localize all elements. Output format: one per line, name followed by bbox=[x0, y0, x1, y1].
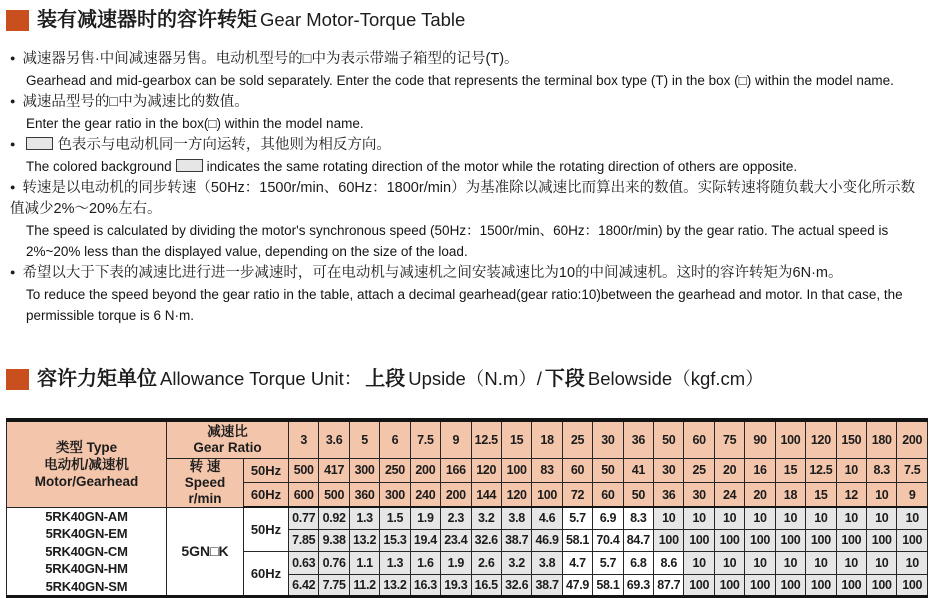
speed-50hz-value: 7.5 bbox=[897, 458, 928, 483]
torque-60hz-kgfcm: 100 bbox=[806, 575, 836, 597]
unit-title-zh: 容许力矩单位 bbox=[37, 368, 157, 390]
motor-model: 5RK40GN-CM bbox=[45, 543, 128, 559]
note-en bbox=[10, 220, 928, 262]
gear-ratio-value: 100 bbox=[775, 420, 805, 458]
gear-ratio-value: 6 bbox=[380, 420, 410, 458]
speed-60hz-value: 72 bbox=[562, 483, 592, 508]
speed-50hz-value: 250 bbox=[380, 458, 410, 483]
note-item bbox=[10, 48, 928, 91]
unit-belowside-zh: 下段 bbox=[544, 368, 585, 390]
gear-ratio-value: 15 bbox=[501, 420, 531, 458]
gear-ratio-value: 7.5 bbox=[410, 420, 440, 458]
note-zh bbox=[10, 177, 928, 220]
note-item bbox=[10, 177, 928, 262]
speed-60hz-value: 20 bbox=[745, 483, 775, 508]
body-60hz-label: 60Hz bbox=[244, 551, 289, 597]
notes-list bbox=[6, 48, 928, 326]
torque-50hz-kgfcm: 100 bbox=[714, 529, 744, 551]
torque-60hz-nm: 1.6 bbox=[410, 551, 440, 575]
speed-50hz-value: 41 bbox=[623, 458, 653, 483]
torque-50hz-kgfcm: 100 bbox=[654, 529, 684, 551]
torque-60hz-kgfcm: 100 bbox=[714, 575, 744, 597]
torque-60hz-nm: 2.6 bbox=[471, 551, 501, 575]
header-row-gear-ratio bbox=[7, 420, 928, 458]
note-item bbox=[10, 262, 928, 326]
orange-square-icon bbox=[6, 369, 29, 390]
section-title-allowance-torque-unit bbox=[6, 367, 928, 391]
gear-ratio-value: 25 bbox=[562, 420, 592, 458]
torque-50hz-kgfcm: 100 bbox=[897, 529, 928, 551]
torque-60hz-kgfcm: 69.3 bbox=[623, 575, 653, 597]
torque-60hz-nm: 1.1 bbox=[349, 551, 379, 575]
torque-60hz-nm: 3.2 bbox=[501, 551, 531, 575]
torque-50hz-kgfcm: 38.7 bbox=[501, 529, 531, 551]
torque-50hz-nm: 10 bbox=[714, 507, 744, 529]
motor-model: 5RK40GN-HM bbox=[45, 561, 128, 576]
speed-50hz-value: 15 bbox=[775, 458, 805, 483]
note-text: The colored background bbox=[26, 159, 172, 174]
speed-50hz-value: 10 bbox=[836, 458, 866, 483]
torque-50hz-nm: 2.3 bbox=[441, 507, 471, 529]
torque-50hz-nm: 6.9 bbox=[593, 507, 623, 529]
note-text: To reduce the speed beyond the gear ratio in the table, attach a decimal gearhead(gear ratio:10)between the gearhead and motor. In that case, the permissible torque is 6 N·m. bbox=[26, 287, 903, 323]
note-en bbox=[10, 284, 928, 326]
unit-belowside-en: Belowside（kgf.cm） bbox=[587, 368, 764, 389]
gear-ratio-value: 90 bbox=[745, 420, 775, 458]
torque-60hz-nm: 10 bbox=[775, 551, 805, 575]
torque-60hz-kgfcm: 19.3 bbox=[441, 575, 471, 597]
torque-50hz-kgfcm: 9.38 bbox=[319, 529, 349, 551]
torque-60hz-nm: 10 bbox=[867, 551, 897, 575]
torque-60hz-kgfcm: 87.7 bbox=[654, 575, 684, 597]
motor-model: 5RK40GN-SM bbox=[45, 578, 128, 594]
note-text: Enter the gear ratio in the box(□) within the model name. bbox=[26, 116, 364, 131]
torque-50hz-nm: 10 bbox=[867, 507, 897, 529]
torque-60hz-kgfcm: 100 bbox=[836, 575, 866, 597]
speed-50hz-value: 83 bbox=[532, 458, 562, 483]
speed-50hz-value: 166 bbox=[441, 458, 471, 483]
note-zh bbox=[10, 91, 928, 113]
data-row-50hz-nm bbox=[7, 507, 928, 529]
torque-50hz-nm: 10 bbox=[745, 507, 775, 529]
torque-60hz-nm: 1.9 bbox=[441, 551, 471, 575]
torque-50hz-nm: 4.6 bbox=[532, 507, 562, 529]
torque-50hz-kgfcm: 100 bbox=[684, 529, 714, 551]
note-en bbox=[10, 113, 928, 134]
motor-gearhead-header-line: Motor/Gearhead bbox=[34, 473, 139, 489]
torque-60hz-kgfcm: 32.6 bbox=[501, 575, 531, 597]
speed-50hz-value: 200 bbox=[410, 458, 440, 483]
note-text: indicates the same rotating direction of the motor while the rotating direction of others are opposite. bbox=[206, 159, 798, 174]
gear-ratio-value: 36 bbox=[623, 420, 653, 458]
body-50hz-label: 50Hz bbox=[244, 507, 289, 551]
motor-models-cell bbox=[7, 507, 167, 597]
torque-60hz-kgfcm: 16.3 bbox=[410, 575, 440, 597]
unit-upside-zh: 上段 bbox=[365, 368, 406, 390]
gear-ratio-value: 75 bbox=[714, 420, 744, 458]
torque-60hz-nm: 0.63 bbox=[289, 551, 319, 575]
torque-60hz-nm: 0.76 bbox=[319, 551, 349, 575]
torque-50hz-kgfcm: 100 bbox=[836, 529, 866, 551]
torque-50hz-kgfcm: 100 bbox=[745, 529, 775, 551]
gear-ratio-header-line: 减速比 bbox=[207, 423, 248, 439]
speed-50hz-value: 60 bbox=[562, 458, 592, 483]
gear-ratio-value: 180 bbox=[867, 420, 897, 458]
gear-ratio-value: 18 bbox=[532, 420, 562, 458]
torque-50hz-kgfcm: 32.6 bbox=[471, 529, 501, 551]
speed-60hz-value: 500 bbox=[319, 483, 349, 508]
torque-50hz-kgfcm: 19.4 bbox=[410, 529, 440, 551]
torque-50hz-kgfcm: 15.3 bbox=[380, 529, 410, 551]
torque-50hz-kgfcm: 70.4 bbox=[593, 529, 623, 551]
speed-60hz-value: 100 bbox=[532, 483, 562, 508]
torque-50hz-nm: 10 bbox=[836, 507, 866, 529]
torque-60hz-kgfcm: 100 bbox=[897, 575, 928, 597]
torque-50hz-kgfcm: 58.1 bbox=[562, 529, 592, 551]
torque-60hz-kgfcm: 13.2 bbox=[380, 575, 410, 597]
speed-50hz-value: 30 bbox=[654, 458, 684, 483]
note-item bbox=[10, 91, 928, 134]
unit-title-en: Allowance Torque Unit： bbox=[160, 368, 363, 389]
color-swatch bbox=[26, 137, 53, 150]
torque-50hz-kgfcm: 13.2 bbox=[349, 529, 379, 551]
note-zh bbox=[10, 262, 928, 284]
gear-ratio-value: 150 bbox=[836, 420, 866, 458]
speed-60hz-value: 300 bbox=[380, 483, 410, 508]
speed-60hz-value: 36 bbox=[654, 483, 684, 508]
torque-50hz-nm: 0.92 bbox=[319, 507, 349, 529]
note-text: 希望以大于下表的减速比进行进一步减速时，可在电动机与减速机之间安装减速比为10的中间减速机。这时的容许转矩为6N·m。 bbox=[22, 265, 843, 281]
torque-50hz-nm: 5.7 bbox=[562, 507, 592, 529]
motor-gearhead-header-line: 类型 Type bbox=[55, 439, 118, 455]
motor-gearhead-header bbox=[7, 420, 167, 507]
motor-gearhead-header-line: 电动机/减速机 bbox=[44, 456, 129, 472]
gear-ratio-value: 30 bbox=[593, 420, 623, 458]
torque-50hz-nm: 10 bbox=[897, 507, 928, 529]
gear-ratio-value: 60 bbox=[684, 420, 714, 458]
note-text: 色表示与电动机同一方向运转，其他则为相反方向。 bbox=[57, 137, 391, 153]
speed-60hz-value: 600 bbox=[289, 483, 319, 508]
torque-table bbox=[6, 418, 928, 598]
torque-60hz-nm: 10 bbox=[806, 551, 836, 575]
note-zh bbox=[10, 134, 928, 156]
speed-50hz-label: 50Hz bbox=[244, 458, 289, 483]
torque-60hz-nm: 5.7 bbox=[593, 551, 623, 575]
note-text: 减速品型号的□中为减速比的数值。 bbox=[22, 94, 249, 110]
orange-square-icon bbox=[6, 10, 29, 31]
speed-50hz-value: 100 bbox=[501, 458, 531, 483]
torque-50hz-kgfcm: 100 bbox=[867, 529, 897, 551]
speed-60hz-value: 12 bbox=[836, 483, 866, 508]
speed-header bbox=[167, 458, 244, 507]
torque-60hz-nm: 6.8 bbox=[623, 551, 653, 575]
torque-50hz-nm: 3.2 bbox=[471, 507, 501, 529]
torque-50hz-nm: 8.3 bbox=[623, 507, 653, 529]
page-title-zh: 装有减速器时的容许转矩 bbox=[37, 9, 257, 31]
gear-ratio-value: 200 bbox=[897, 420, 928, 458]
torque-50hz-kgfcm: 100 bbox=[775, 529, 805, 551]
note-text: The speed is calculated by dividing the motor's synchronous speed (50Hz：1500r/min、60Hz：1800r/min) by the gear ratio. The actual speed is 2%~20% less than the displayed value, depending on the size of the load. bbox=[26, 223, 889, 259]
gear-ratio-value: 12.5 bbox=[471, 420, 501, 458]
speed-50hz-value: 8.3 bbox=[867, 458, 897, 483]
note-text: Gearhead and mid-gearbox can be sold separately. Enter the code that represents the terminal box type (T) in the box (□) within the model name. bbox=[26, 73, 894, 88]
speed-60hz-value: 18 bbox=[775, 483, 805, 508]
speed-header-line: 转 速 bbox=[189, 458, 221, 474]
speed-60hz-value: 24 bbox=[714, 483, 744, 508]
torque-60hz-nm: 10 bbox=[836, 551, 866, 575]
speed-60hz-value: 200 bbox=[441, 483, 471, 508]
torque-60hz-kgfcm: 7.75 bbox=[319, 575, 349, 597]
torque-60hz-nm: 1.3 bbox=[380, 551, 410, 575]
speed-50hz-value: 16 bbox=[745, 458, 775, 483]
gear-ratio-value: 50 bbox=[654, 420, 684, 458]
torque-50hz-nm: 1.5 bbox=[380, 507, 410, 529]
speed-60hz-value: 15 bbox=[806, 483, 836, 508]
gearhead-model-cell: 5GN□K bbox=[167, 507, 244, 597]
torque-60hz-nm: 10 bbox=[897, 551, 928, 575]
note-item bbox=[10, 134, 928, 177]
torque-60hz-nm: 10 bbox=[745, 551, 775, 575]
torque-60hz-kgfcm: 11.2 bbox=[349, 575, 379, 597]
speed-60hz-value: 120 bbox=[501, 483, 531, 508]
torque-60hz-kgfcm: 58.1 bbox=[593, 575, 623, 597]
torque-50hz-nm: 1.9 bbox=[410, 507, 440, 529]
gear-ratio-header-line: Gear Ratio bbox=[193, 439, 262, 455]
gear-ratio-value: 3.6 bbox=[319, 420, 349, 458]
torque-50hz-nm: 0.77 bbox=[289, 507, 319, 529]
torque-50hz-nm: 10 bbox=[654, 507, 684, 529]
torque-50hz-nm: 10 bbox=[684, 507, 714, 529]
note-text: 转速是以电动机的同步转速（50Hz：1500r/min、60Hz：1800r/min）为基准除以减速比而算出来的数值。实际转速将随负载大小变化所示数值减少2%～20%左右。 bbox=[10, 180, 916, 217]
torque-60hz-kgfcm: 100 bbox=[684, 575, 714, 597]
torque-50hz-kgfcm: 84.7 bbox=[623, 529, 653, 551]
speed-60hz-value: 240 bbox=[410, 483, 440, 508]
speed-60hz-value: 30 bbox=[684, 483, 714, 508]
torque-50hz-nm: 10 bbox=[775, 507, 805, 529]
speed-60hz-value: 360 bbox=[349, 483, 379, 508]
note-en bbox=[10, 70, 928, 91]
torque-60hz-kgfcm: 100 bbox=[867, 575, 897, 597]
speed-50hz-value: 50 bbox=[593, 458, 623, 483]
speed-60hz-value: 10 bbox=[867, 483, 897, 508]
torque-50hz-kgfcm: 7.85 bbox=[289, 529, 319, 551]
torque-50hz-kgfcm: 100 bbox=[806, 529, 836, 551]
motor-model: 5RK40GN-AM bbox=[45, 508, 128, 524]
torque-50hz-nm: 3.8 bbox=[501, 507, 531, 529]
torque-60hz-nm: 10 bbox=[684, 551, 714, 575]
gear-ratio-value: 120 bbox=[806, 420, 836, 458]
torque-50hz-kgfcm: 46.9 bbox=[532, 529, 562, 551]
torque-60hz-kgfcm: 100 bbox=[745, 575, 775, 597]
gear-ratio-value: 3 bbox=[289, 420, 319, 458]
torque-60hz-kgfcm: 47.9 bbox=[562, 575, 592, 597]
torque-60hz-kgfcm: 100 bbox=[775, 575, 805, 597]
torque-60hz-kgfcm: 16.5 bbox=[471, 575, 501, 597]
speed-60hz-value: 144 bbox=[471, 483, 501, 508]
torque-60hz-nm: 10 bbox=[714, 551, 744, 575]
speed-50hz-value: 20 bbox=[714, 458, 744, 483]
speed-50hz-value: 120 bbox=[471, 458, 501, 483]
speed-50hz-value: 12.5 bbox=[806, 458, 836, 483]
torque-50hz-nm: 10 bbox=[806, 507, 836, 529]
motor-model: 5RK40GN-EM bbox=[45, 526, 128, 541]
torque-60hz-nm: 4.7 bbox=[562, 551, 592, 575]
note-zh bbox=[10, 48, 928, 70]
section-title-gear-motor-torque bbox=[6, 8, 928, 32]
speed-50hz-value: 500 bbox=[289, 458, 319, 483]
torque-60hz-kgfcm: 38.7 bbox=[532, 575, 562, 597]
note-text: 减速器另售·中间减速器另售。电动机型号的□中为表示带端子箱型的记号(T)。 bbox=[22, 51, 519, 67]
gear-ratio-value: 9 bbox=[441, 420, 471, 458]
torque-50hz-kgfcm: 23.4 bbox=[441, 529, 471, 551]
page-title-en: Gear Motor-Torque Table bbox=[260, 9, 466, 30]
torque-60hz-kgfcm: 6.42 bbox=[289, 575, 319, 597]
speed-60hz-label: 60Hz bbox=[244, 483, 289, 508]
gear-ratio-header bbox=[167, 420, 289, 458]
gear-ratio-value: 5 bbox=[349, 420, 379, 458]
note-en bbox=[10, 156, 928, 177]
torque-50hz-nm: 1.3 bbox=[349, 507, 379, 529]
speed-header-line: Speed r/min bbox=[184, 474, 226, 506]
speed-50hz-value: 417 bbox=[319, 458, 349, 483]
speed-50hz-value: 300 bbox=[349, 458, 379, 483]
torque-60hz-nm: 8.6 bbox=[654, 551, 684, 575]
speed-60hz-value: 9 bbox=[897, 483, 928, 508]
color-swatch bbox=[176, 159, 203, 172]
speed-50hz-value: 25 bbox=[684, 458, 714, 483]
speed-60hz-value: 60 bbox=[593, 483, 623, 508]
unit-upside-en: Upside（N.m）/ bbox=[408, 368, 542, 389]
torque-60hz-nm: 3.8 bbox=[532, 551, 562, 575]
speed-60hz-value: 50 bbox=[623, 483, 653, 508]
